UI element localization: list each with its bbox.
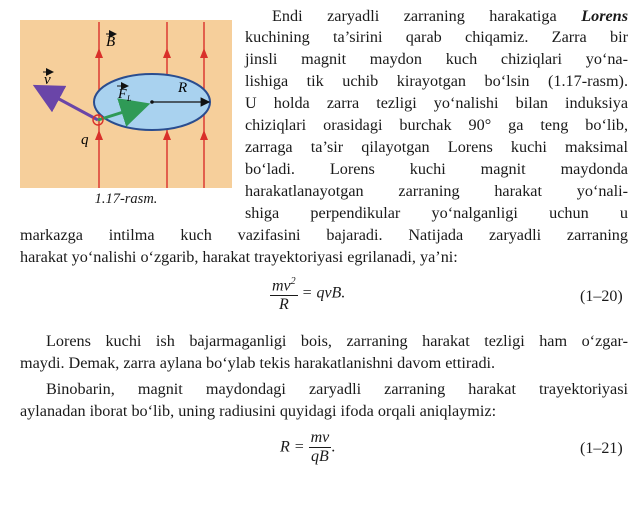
- paragraph-line: kuchining ta’sirini qarab chiqamiz. Zarra bir: [245, 28, 628, 46]
- velocity-arrow: [46, 92, 98, 120]
- paragraph-line: zarraga ta’sir qilayotgan Lorens kuchi maksimal: [245, 138, 628, 156]
- label-v: v: [44, 72, 51, 88]
- label-F-sub: L: [127, 94, 132, 103]
- paragraph-line: shiga perpendikular yo‘nalganligi uchun u: [245, 204, 628, 222]
- equation-fraction: $\frac{mv^2}{R}$: [270, 273, 298, 314]
- paragraph-line: lishiga tik uchib kirayotgan bo‘lsin (1.17-rasm).: [245, 72, 628, 90]
- equation-lhs: R =: [280, 438, 305, 456]
- paragraph-line: Binobarin, magnit maydondagi zaryadli zarraning harakat trayektoriyasi: [46, 380, 628, 398]
- equation-1-20: [270, 273, 345, 314]
- paragraph-line: U holda zarra tezligi yo‘nalishi bilan induksiya: [245, 94, 628, 112]
- paragraph-line: harakat yo‘nalishi o‘zgarib, harakat trayektoriyasi egrilanadi, ya’ni:: [20, 248, 458, 266]
- label-F: F: [118, 87, 127, 102]
- figure-1-17: [20, 20, 232, 188]
- equation-rhs: = qvB.: [301, 284, 346, 302]
- paragraph-line: aylanadan iborat bo‘lib, uning radiusini quyidagi ifoda orqali aniqlaymiz:: [20, 402, 497, 420]
- label-R: R: [178, 80, 188, 96]
- label-q: q: [81, 132, 89, 148]
- paragraph-line: harakatlanayotgan zarraning harakat yo‘nali-: [245, 182, 628, 200]
- paragraph-line: bo‘ladi. Lorens kuchi magnit maydonda: [245, 160, 628, 178]
- paragraph-line: Endi zaryadli zarraning harakatiga Lorens: [272, 7, 628, 25]
- magnetic-field-diagram: [20, 20, 232, 188]
- figure-caption: 1.17-rasm.: [94, 191, 158, 207]
- equation-number: (1–21): [580, 440, 623, 457]
- equation-fraction: $\frac{mv}{qB}$: [310, 429, 330, 465]
- paragraph-line: markazga intilma kuch vazifasini bajaradi. Natijada zaryadli zarraning: [20, 226, 628, 244]
- paragraph-line: jinsli magnit maydon kuch chiziqlari yo‘na-: [245, 50, 628, 68]
- label-B: B: [106, 34, 116, 50]
- equation-number: (1–20): [580, 288, 623, 305]
- paragraph-line: chiziqlari orasidagi burchak 90° ga teng bo‘lib,: [245, 116, 628, 134]
- paragraph-line: maydi. Demak, zarra aylana bo‘ylab tekis harakatlanishni davom ettiradi.: [20, 354, 496, 372]
- paragraph-line: Lorens kuchi ish bajarmaganligi bois, zarraning harakat tezligi ham o‘zgar-: [46, 332, 628, 350]
- equation-1-21: R = $\frac{mv}{qB}$ .: [280, 429, 336, 465]
